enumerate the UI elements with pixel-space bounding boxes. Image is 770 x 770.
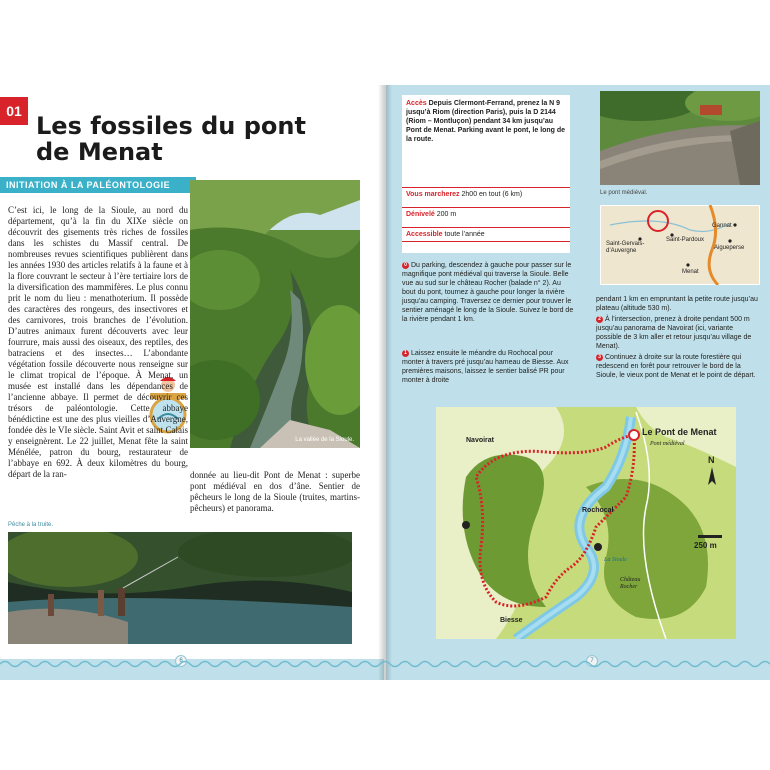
elevation-row	[402, 207, 570, 221]
bridge-photo-image	[600, 91, 760, 185]
section-band: INITIATION À LA PALÉONTOLOGIE	[0, 177, 196, 193]
walk-label: Vous marcherez	[406, 191, 460, 198]
elevation-label: Dénivelé	[406, 211, 435, 218]
caption-valley: La vallée de la Sioule.	[295, 437, 354, 443]
caption-fishing: Pêche à la truite.	[8, 522, 54, 528]
fishing-photo	[8, 532, 352, 644]
left-page	[0, 85, 384, 680]
right-page	[386, 85, 770, 680]
step-2-marker: 1	[402, 350, 409, 357]
locator-gannat: Gannat	[712, 223, 732, 229]
bridge-photo	[600, 91, 760, 185]
title-line-2: de Menat	[36, 138, 163, 166]
body-column-1: C’est ici, le long de la Sioule, au nord du département, qu’à la fin du XIXe siècle on découvrit des gisements très riches de fossiles dans les schistes du Massif central. De nombreuses revues scientifiques publièrent dans les années 1930 des articles relatifs à la faune et à la flore couvrant le secteur à l’ère tertiaire lors de la diversification des mammifères. Le plus connu prit le nom du lieu : menathoterium. Il possède des caractères des rongeurs, des insectivores et des carnivores, trois branches de l’évolution. D’autres animaux furent découverts avec leur fourrure, mais aussi des oiseaux, des reptiles, des batraciens et des insectes… L’abondante végétation fossile découverte nous renseigne sur le climat tropical de l’époque. À Menat, un musée est installé dans les dépendances de l’ancienne abbaye. Il permet de découvrir ces trésors de paléontologie. Cette abbaye bénédictine est une des plus vieilles d’Auvergne, fondée dès le VIe siècle. Saint Avit et saint Calais y enseignèrent. Le 22 juillet, Menat fête la saint Ménélée, patron du bourg, restaurateur de l’abbaye en 692. À deux kilomètres du bourg, départ de la ran-	[8, 205, 188, 479]
map-label-biesse: Biesse	[500, 617, 523, 624]
valley-photo	[190, 180, 360, 448]
locator-map	[600, 205, 760, 285]
map-label-pont-medieval: Pont médiéval	[650, 441, 685, 447]
accessibility-label: Accessible	[406, 231, 443, 238]
title-line-1: Les fossiles du pont	[36, 112, 306, 140]
body-column-2: donnée au lieu-dit Pont de Menat : superbe pont médiéval en dos d’âne. Sentier de pêcheurs le long de la Sioule (truites, martins-pêcheurs) et panorama.	[190, 470, 360, 513]
fishing-photo-image	[8, 532, 352, 644]
walk-value: 2h00 en tout (6 km)	[461, 191, 523, 198]
step-4	[596, 353, 760, 380]
acces-label: Accès	[406, 100, 427, 107]
acces-text: Depuis Clermont-Ferrand, prenez la N 9 jusqu’à Riom (direction Paris), puis la D 2144 (Riom – Montluçon) pendant 34 km jusqu’au Pont de Menat. Parking avant le pont, le long de la route.	[406, 100, 566, 143]
book-gutter	[378, 85, 392, 680]
chapter-number-badge: 01	[0, 97, 28, 125]
step-2-continued: pendant 1 km en empruntant la petite route jusqu’au plateau (altitude 530 m).	[596, 296, 758, 312]
accessibility-row	[402, 227, 570, 242]
accessibility-value: toute l’année	[444, 231, 485, 238]
caption-bridge: Le pont médiéval.	[600, 190, 648, 196]
page-title	[36, 113, 356, 165]
left-page-number: 6	[175, 655, 187, 667]
hiking-map	[436, 407, 736, 639]
step-3-text: À l’intersection, prenez à droite pendant 500 m jusqu’au panorama de Navoirat (ici, variante possible de 3 km aller et retour jusqu’au village de Menat).	[596, 316, 752, 350]
map-label-navoirat: Navoirat	[466, 437, 495, 444]
walk-row	[402, 187, 570, 201]
locator-menat: Menat	[682, 269, 699, 275]
info-box	[402, 95, 570, 253]
step-1	[402, 261, 574, 324]
locator-saint-gervais: Saint-Gervais-d’Auvergne	[606, 241, 645, 254]
map-label-la-sioule: La Sioule	[604, 557, 627, 563]
step-3-marker: 2	[596, 316, 603, 323]
elevation-value: 200 m	[436, 211, 457, 218]
map-north-label: N	[708, 455, 715, 465]
acces-block	[406, 99, 566, 144]
locator-saint-pardoux: Saint-Pardoux	[666, 237, 705, 243]
step-1-marker: 0	[402, 262, 409, 269]
step-3	[596, 315, 760, 351]
map-label-chateau-rocher: Château Rocher	[620, 577, 641, 590]
book-spread	[0, 85, 770, 680]
map-label-pont-de-menat: Le Pont de Menat	[642, 427, 717, 437]
right-page-number: 7	[586, 655, 598, 667]
step-4-text: Continuez à droite sur la route forestière qui redescend en forêt pour retrouver le bord de la Sioule, le vieux pont de Menat et le point de départ.	[596, 354, 756, 379]
map-label-rochocal: Rochocal	[582, 507, 614, 514]
step-4-marker: 3	[596, 354, 603, 361]
footer-wave-pattern	[0, 659, 770, 669]
locator-aigueperse: Aigueperse	[714, 245, 745, 251]
step-2	[402, 349, 574, 385]
valley-photo-image	[190, 180, 360, 448]
map-scale-label: 250 m	[694, 541, 717, 550]
step-2-text: Laissez ensuite le méandre du Rochocal pour monter à travers pré jusqu’au hameau de Biesse. Aux premières maisons, laissez le sentier balisé PR pour monter à droite	[402, 350, 569, 384]
step-1-text: Du parking, descendez à gauche pour passer sur le magnifique pont médiéval qui traverse la Sioule. Belle vue au sud sur le château Rocher (balade n° 2). Au bout du pont, tournez à gauche pour longer la rivière jusqu’au camping. Traversez ce dernier pour trouver le sentier aménagé le long de la Sioule. Suivez le bord de la rivière pendant 1 km.	[402, 262, 574, 323]
